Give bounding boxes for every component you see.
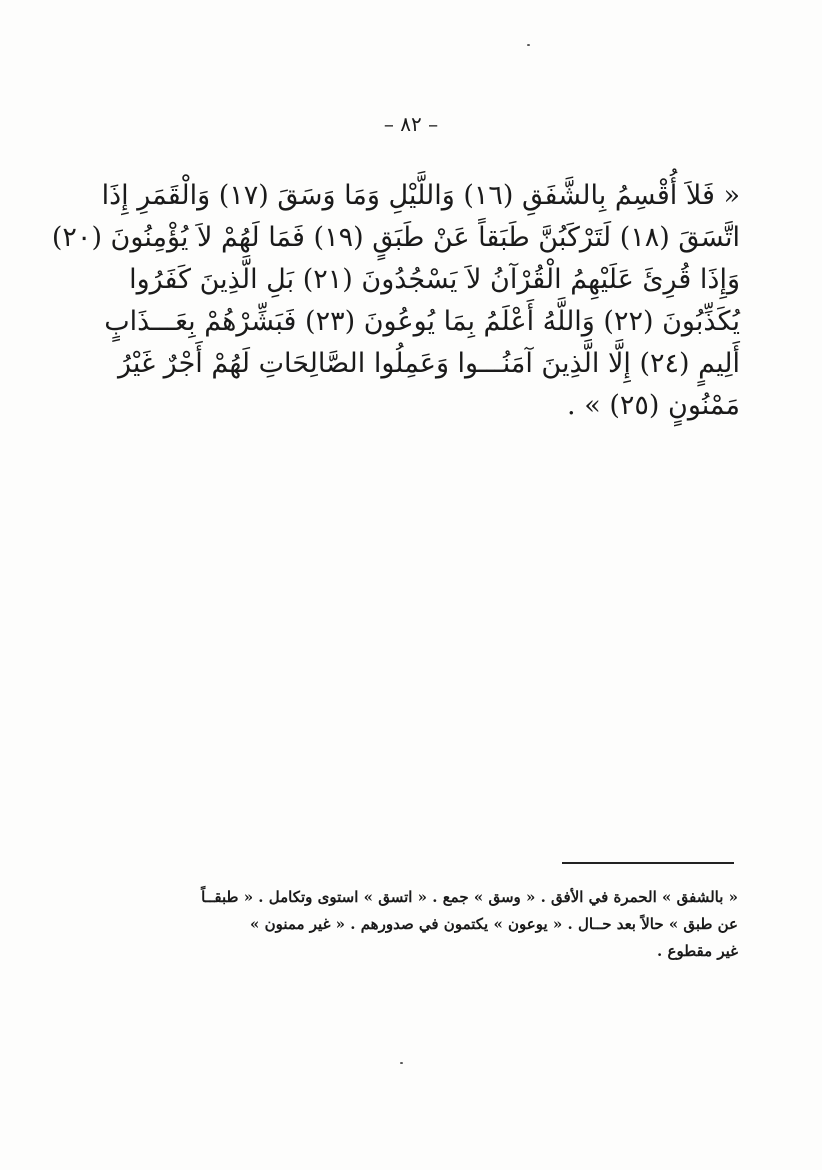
scan-speck	[400, 1062, 403, 1064]
footnote-divider	[562, 862, 734, 864]
scan-speck	[527, 44, 530, 46]
footnote-line: غير مقطوع .	[657, 942, 738, 960]
verse-line: يُكَذِّبُونَ (٢٢) وَاللَّهُ أَعْلَمُ بِمَا يُوعُونَ (٢٣) فَبَشِّرْهُمْ بِعَـــذَابٍ	[104, 306, 740, 337]
verse-line: مَمْنُونٍ (٢٥) » .	[567, 390, 740, 421]
verse-line: وَإِذَا قُرِئَ عَلَيْهِمُ الْقُرْآنُ لاَ يَسْجُدُونَ (٢١) بَلِ الَّذِينَ كَفَرُوا	[129, 264, 740, 295]
footnotes	[183, 884, 738, 965]
page-number: – ٨٢ –	[383, 112, 439, 136]
verse-line: « فَلاَ أُقْسِمُ بِالشَّفَقِ (١٦) وَاللَّيْلِ وَمَا وَسَقَ (١٧) وَالْقَمَرِ إِذَا	[101, 180, 740, 211]
footnote-line: عن طبق » حالاً بعد حــال . « يوعون » يكتمون في صدورهم . « غير ممنون »	[249, 915, 738, 933]
verse-line: أَلِيمٍ (٢٤) إِلَّا الَّذِينَ آمَنُـــوا وَعَمِلُوا الصَّالِحَاتِ لَهُمْ أَجْرٌ غَيْرُ	[117, 348, 740, 379]
quran-verses	[51, 175, 740, 427]
verse-line: اتَّسَقَ (١٨) لَتَرْكَبُنَّ طَبَقاً عَنْ طَبَقٍ (١٩) فَمَا لَهُمْ لاَ يُؤْمِنُونَ (٢٠)	[51, 222, 740, 253]
footnote-line: « بالشفق » الحمرة في الأفق . « وسق » جمع . « اتسق » استوى وتكامل . « طبقــاً	[201, 888, 738, 906]
